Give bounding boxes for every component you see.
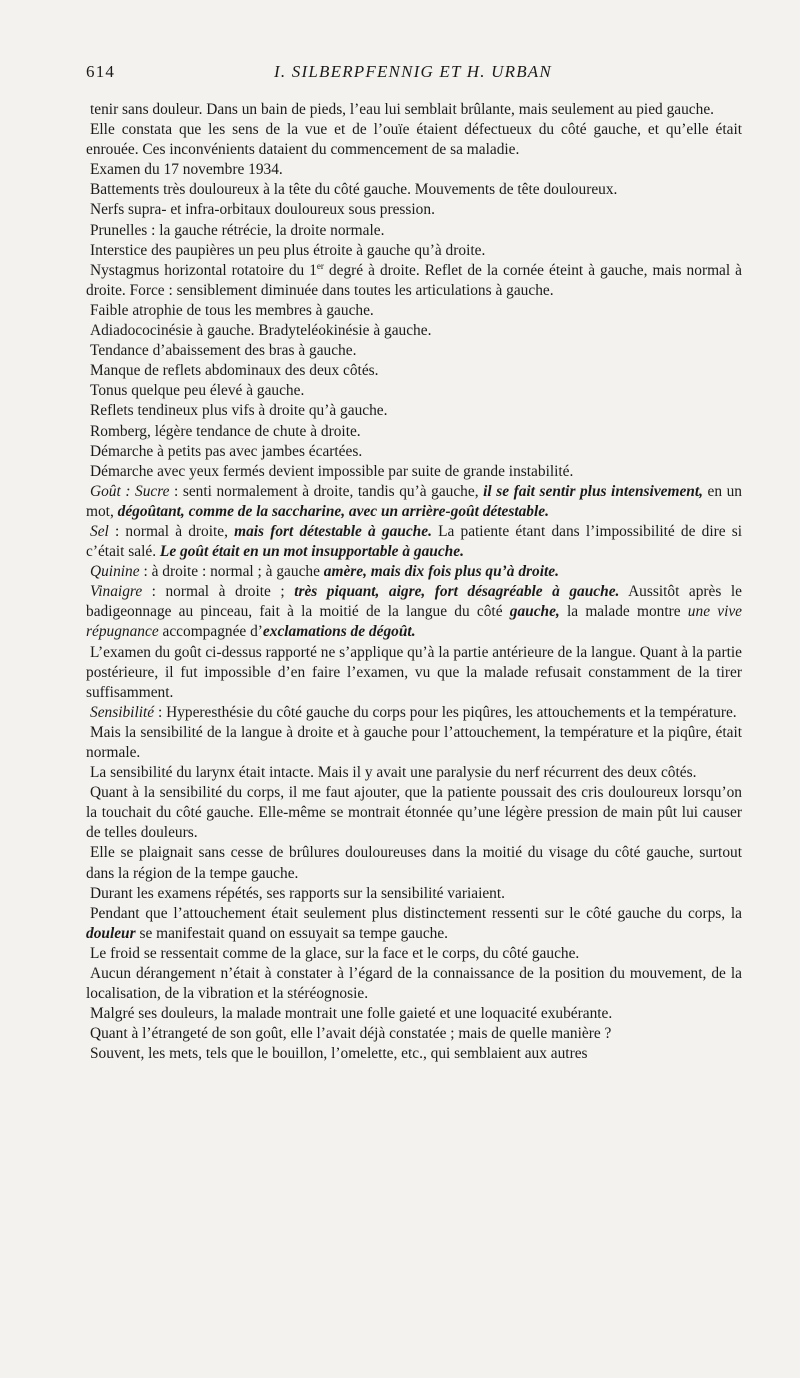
paragraph [86, 261, 742, 301]
paragraph: Nerfs supra- et infra-orbitaux douloureux sous pression. [90, 201, 435, 219]
section-label-sel: Sel [90, 522, 109, 540]
text-run: Pendant que l’attouchement était seulement plus distinctement ressenti sur le côté gauche du corps, la [90, 904, 742, 922]
paragraph: Quant à l’étrangeté de son goût, elle l’avait déjà constatée ; mais de quelle manière ? [90, 1025, 612, 1043]
paragraph: Reflets tendineux plus vifs à droite qu’à gauche. [90, 402, 388, 420]
emphasis: très piquant, aigre, fort désagréable à gauche. [294, 583, 620, 601]
paragraph: tenir sans douleur. Dans un bain de pieds, l’eau lui semblait brûlante, mais seulement au pied gauche. [90, 101, 715, 118]
paragraph [86, 582, 742, 642]
paragraph: Prunelles : la gauche rétrécie, la droite normale. [90, 221, 385, 239]
paragraph: Malgré ses douleurs, la malade montrait une folle gaieté et une loquacité exubérante. [90, 1005, 613, 1023]
body-text [86, 100, 742, 1065]
text-run: Aussitôt après le badigeonnage au pinceau, fait à la moitié de la langue du côté [86, 583, 743, 621]
text-run: : Hyperesthésie du côté gauche du corps pour les piqûres, les attouchements et la température. [154, 703, 737, 721]
paragraph: Battements très douloureux à la tête du côté gauche. Mouvements de tête douloureux. [90, 181, 618, 199]
paragraph: Romberg, légère tendance de chute à droite. [90, 422, 361, 440]
paragraph [86, 482, 742, 522]
section-label-quinine: Quinine [90, 563, 140, 581]
emphasis: gauche, [509, 603, 560, 621]
paragraph: Tendance d’abaissement des bras à gauche. [90, 342, 357, 360]
superscript: er [316, 260, 324, 271]
text-run: : normal à droite, [108, 522, 235, 540]
emphasis: il se fait sentir plus intensivement, [483, 482, 703, 500]
section-label-sensibilite: Sensibilité [90, 703, 155, 721]
paragraph [86, 904, 742, 944]
paragraph: Souvent, les mets, tels que le bouillon, l’omelette, etc., qui semblaient aux autres [90, 1045, 588, 1063]
text-run: en un mot, [86, 482, 742, 520]
paragraph: Démarche à petits pas avec jambes écartées. [90, 442, 363, 460]
emphasis: Le goût était en un mot insupportable à gauche. [159, 543, 464, 561]
paragraph: Examen du 17 novembre 1934. [90, 161, 283, 179]
paragraph [86, 522, 742, 562]
text-run: : à droite : normal ; à gauche [139, 563, 324, 581]
paragraph: Démarche avec yeux fermés devient impossible par suite de grande instabilité. [90, 462, 574, 480]
text-run: : senti normalement à droite, tandis qu’à gauche, [169, 482, 484, 500]
paragraph: Tonus quelque peu élevé à gauche. [90, 382, 305, 400]
text-run: La patiente étant dans l’impossibilité de dire si c’était salé. [86, 522, 742, 561]
paragraph [86, 562, 742, 582]
paragraph: Interstice des paupières un peu plus étroite à gauche qu’à droite. [90, 241, 486, 259]
section-label-gout: Goût : Sucre [90, 482, 170, 500]
paragraph: Manque de reflets abdominaux des deux côtés. [90, 362, 379, 380]
text-run: degré à droite. Reflet de la cornée éteint à gauche, mais normal à droite. Force : sensiblement diminuée dans toutes les articulations à gauche. [86, 261, 742, 299]
paragraph: L’examen du goût ci-dessus rapporté ne s’applique qu’à la partie antérieure de la langue. Quant à la partie postérieure, il fut impossible d’en faire l’examen, vu que la malade refusait constamment de la tirer suffisamment. [86, 643, 742, 701]
text-run: se manifestait quand on essuyait sa tempe gauche. [135, 924, 449, 942]
paragraph: Elle constata que les sens de la vue et de l’ouïe étaient défectueux du côté gauche, et qu’elle était enrouée. Ces inconvénients dataient du commencement de sa maladie. [86, 121, 742, 159]
text-run: : normal à droite ; [142, 583, 295, 601]
page-number: 614 [86, 62, 116, 81]
paragraph: Mais la sensibilité de la langue à droite et à gauche pour l’attouchement, la température et la piqûre, était normale. [86, 723, 742, 761]
paragraph: Quant à la sensibilité du corps, il me faut ajouter, que la patiente poussait des cris douloureux lorsqu’on la touchait du côté gauche. Elle-même se montrait étonnée qu’une légère pression de main pût lui causer de telles douleurs. [86, 784, 742, 842]
emphasis: mais fort détestable à gauche. [234, 522, 432, 540]
paragraph [86, 703, 742, 723]
paragraph: La sensibilité du larynx était intacte. Mais il y avait une paralysie du nerf récurrent des deux côtés. [90, 764, 697, 782]
paragraph: Faible atrophie de tous les membres à gauche. [90, 301, 374, 319]
paragraph: Le froid se ressentait comme de la glace, sur la face et le corps, du côté gauche. [90, 944, 580, 962]
paragraph: Elle se plaignait sans cesse de brûlures douloureuses dans la moitié du visage du côté gauche, surtout dans la région de la tempe gauche. [86, 844, 742, 882]
emphasis: douleur [86, 924, 136, 942]
emphasis: amère, mais dix fois plus qu’à droite. [323, 563, 559, 581]
emphasis: exclamations de dégoût. [262, 623, 416, 641]
page-header [86, 62, 740, 86]
text-run: la malade montre [559, 603, 688, 621]
paragraph: Aucun dérangement n’était à constater à l’égard de la connaissance de la position du mouvement, de la localisation, de la vibration et la stéréognosie. [86, 965, 742, 1003]
emphasis: dégoûtant, comme de la saccharine, avec un arrière-goût détestable. [117, 502, 549, 520]
paragraph: Adiadococinésie à gauche. Bradyteléokinésie à gauche. [90, 322, 432, 340]
text-run: accompagnée d’ [158, 623, 263, 641]
paragraph: Durant les examens répétés, ses rapports sur la sensibilité variaient. [90, 884, 505, 902]
emphasis: une vive répugnance [86, 603, 743, 641]
section-label-vinaigre: Vinaigre [90, 583, 143, 601]
text-run: Nystagmus horizontal rotatoire du 1 [90, 261, 317, 279]
running-title: I. SILBERPFENNIG ET H. URBAN [274, 62, 552, 81]
